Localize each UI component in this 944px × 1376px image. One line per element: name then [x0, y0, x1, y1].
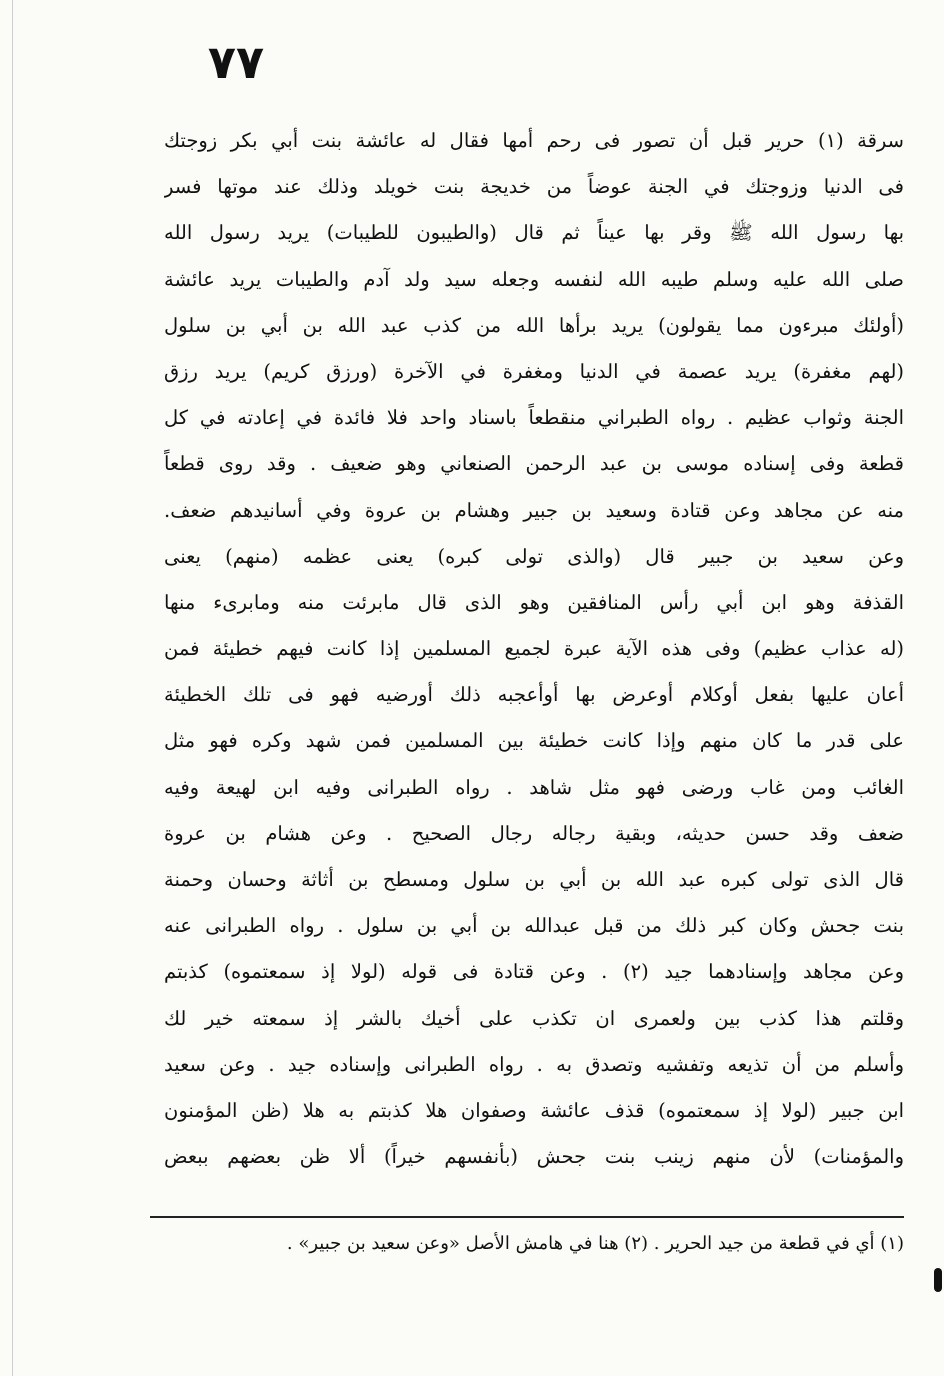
page-edge-line — [12, 0, 13, 1376]
text-line: ابن جبير (لولا إذ سمعتموه) قذف عائشة وصفوان هلا كذبتم به هلا (ظن المؤمنون — [164, 1098, 904, 1122]
text-line: بها رسول الله ﷺ وقر بها عيناً ثم قال (والطيبون للطيبات) يريد رسول الله — [164, 221, 904, 245]
text-line: وقلتم هذا كذب بين ولعمرى ان تكذب على أخيك بالشر إذ سمعته خير لك — [164, 1006, 904, 1030]
text-line: الغائب ومن غاب ورضى فهو مثل شاهد . رواه الطبرانى وفيه ابن لهيعة وفيه — [164, 775, 904, 799]
text-line: وعن سعيد بن جبير قال (والذى تولى كبره) يعنى عظمه (منهم) يعنى — [164, 544, 904, 568]
text-line: الجنة وثواب عظيم . رواه الطبراني منقطعاً باسناد واحد فلا فائدة في إعادته في كل — [164, 406, 904, 430]
text-line: فى الدنيا وزوجتك في الجنة عوضاً من خديجة بنت خويلد وذلك عند موتها فسر — [164, 175, 904, 199]
text-line: القذفة وهو ابن أبي رأس المنافقين وهو الذى قال مابرئت منه ومابرىء منها — [164, 590, 904, 614]
main-text-block — [164, 118, 904, 1180]
text-line: قطعة وفى إسناده موسى بن عبد الرحمن الصنعاني وهو ضعيف . وقد روى قطعاً — [164, 452, 904, 476]
text-line: بنت جحش وكان كبر ذلك من قبل عبدالله بن أبي بن سلول . رواه الطبرانى عنه — [164, 914, 904, 938]
footnote: (١) أي في قطعة من جيد الحرير . (٢) هنا في هامش الأصل «وعن سعيد بن جبير» . — [286, 1233, 904, 1254]
text-line: وأسلم من أن تذيعه وتفشيه وتصدق به . رواه الطبرانى وإسناده جيد . وعن سعيد — [164, 1052, 904, 1076]
text-line: أعان عليها بفعل أوكلام أوعرض بها أوأعجبه ذلك أورضيه فهو فى تلك الخطيئة — [164, 683, 904, 707]
text-line: على قدر ما كان منهم وإذا كانت خطيئة بين المسلمين فمن شهد وكره فهو مثل — [164, 729, 904, 753]
page-number: ٧٧ — [207, 35, 265, 89]
page-edge-mark — [934, 1268, 942, 1292]
text-line: (له عذاب عظيم) وفى هذه الآية عبرة لجميع المسلمين إذا كانت فيهم خطيئة فمن — [164, 637, 904, 661]
text-line: قال الذى تولى كبره عبد الله بن أبي بن سلول ومسطح بن أثاثة وحسان وحمنة — [164, 868, 904, 891]
text-line: (لهم مغفرة) يريد عصمة في الدنيا ومغفرة في الآخرة (ورزق كريم) يريد رزق — [164, 359, 904, 383]
text-line: وعن مجاهد وإسنادهما جيد (٢) . وعن قتادة فى قوله (لولا إذ سمعتموه) كذبتم — [164, 960, 904, 984]
text-line: منه عن مجاهد وعن قتادة وسعيد بن جبير وهشام بن عروة وفي أسانيدهم ضعف. — [164, 498, 904, 522]
text-line: والمؤمنات) لأن منهم زينب بنت جحش (بأنفسهم خيراً) ألا ظن بعضهم ببعض — [164, 1145, 904, 1169]
footnote-divider — [150, 1216, 904, 1218]
text-line: سرقة (١) حرير قبل أن تصور فى رحم أمها فقال له عائشة بنت أبي بكر زوجتك — [164, 129, 904, 152]
text-line: ضعف وقد حسن حديثه، وبقية رجاله رجال الصحيح . وعن هشام بن عروة — [164, 821, 904, 845]
text-line: صلى الله عليه وسلم طيبه الله لنفسه وجعله سيد ولد آدم والطيبات يريد عائشة — [164, 267, 904, 291]
text-line: (أولئك مبرءون مما يقولون) يريد برأها الله من كذب عبد الله بن أبي بن سلول — [164, 313, 904, 337]
